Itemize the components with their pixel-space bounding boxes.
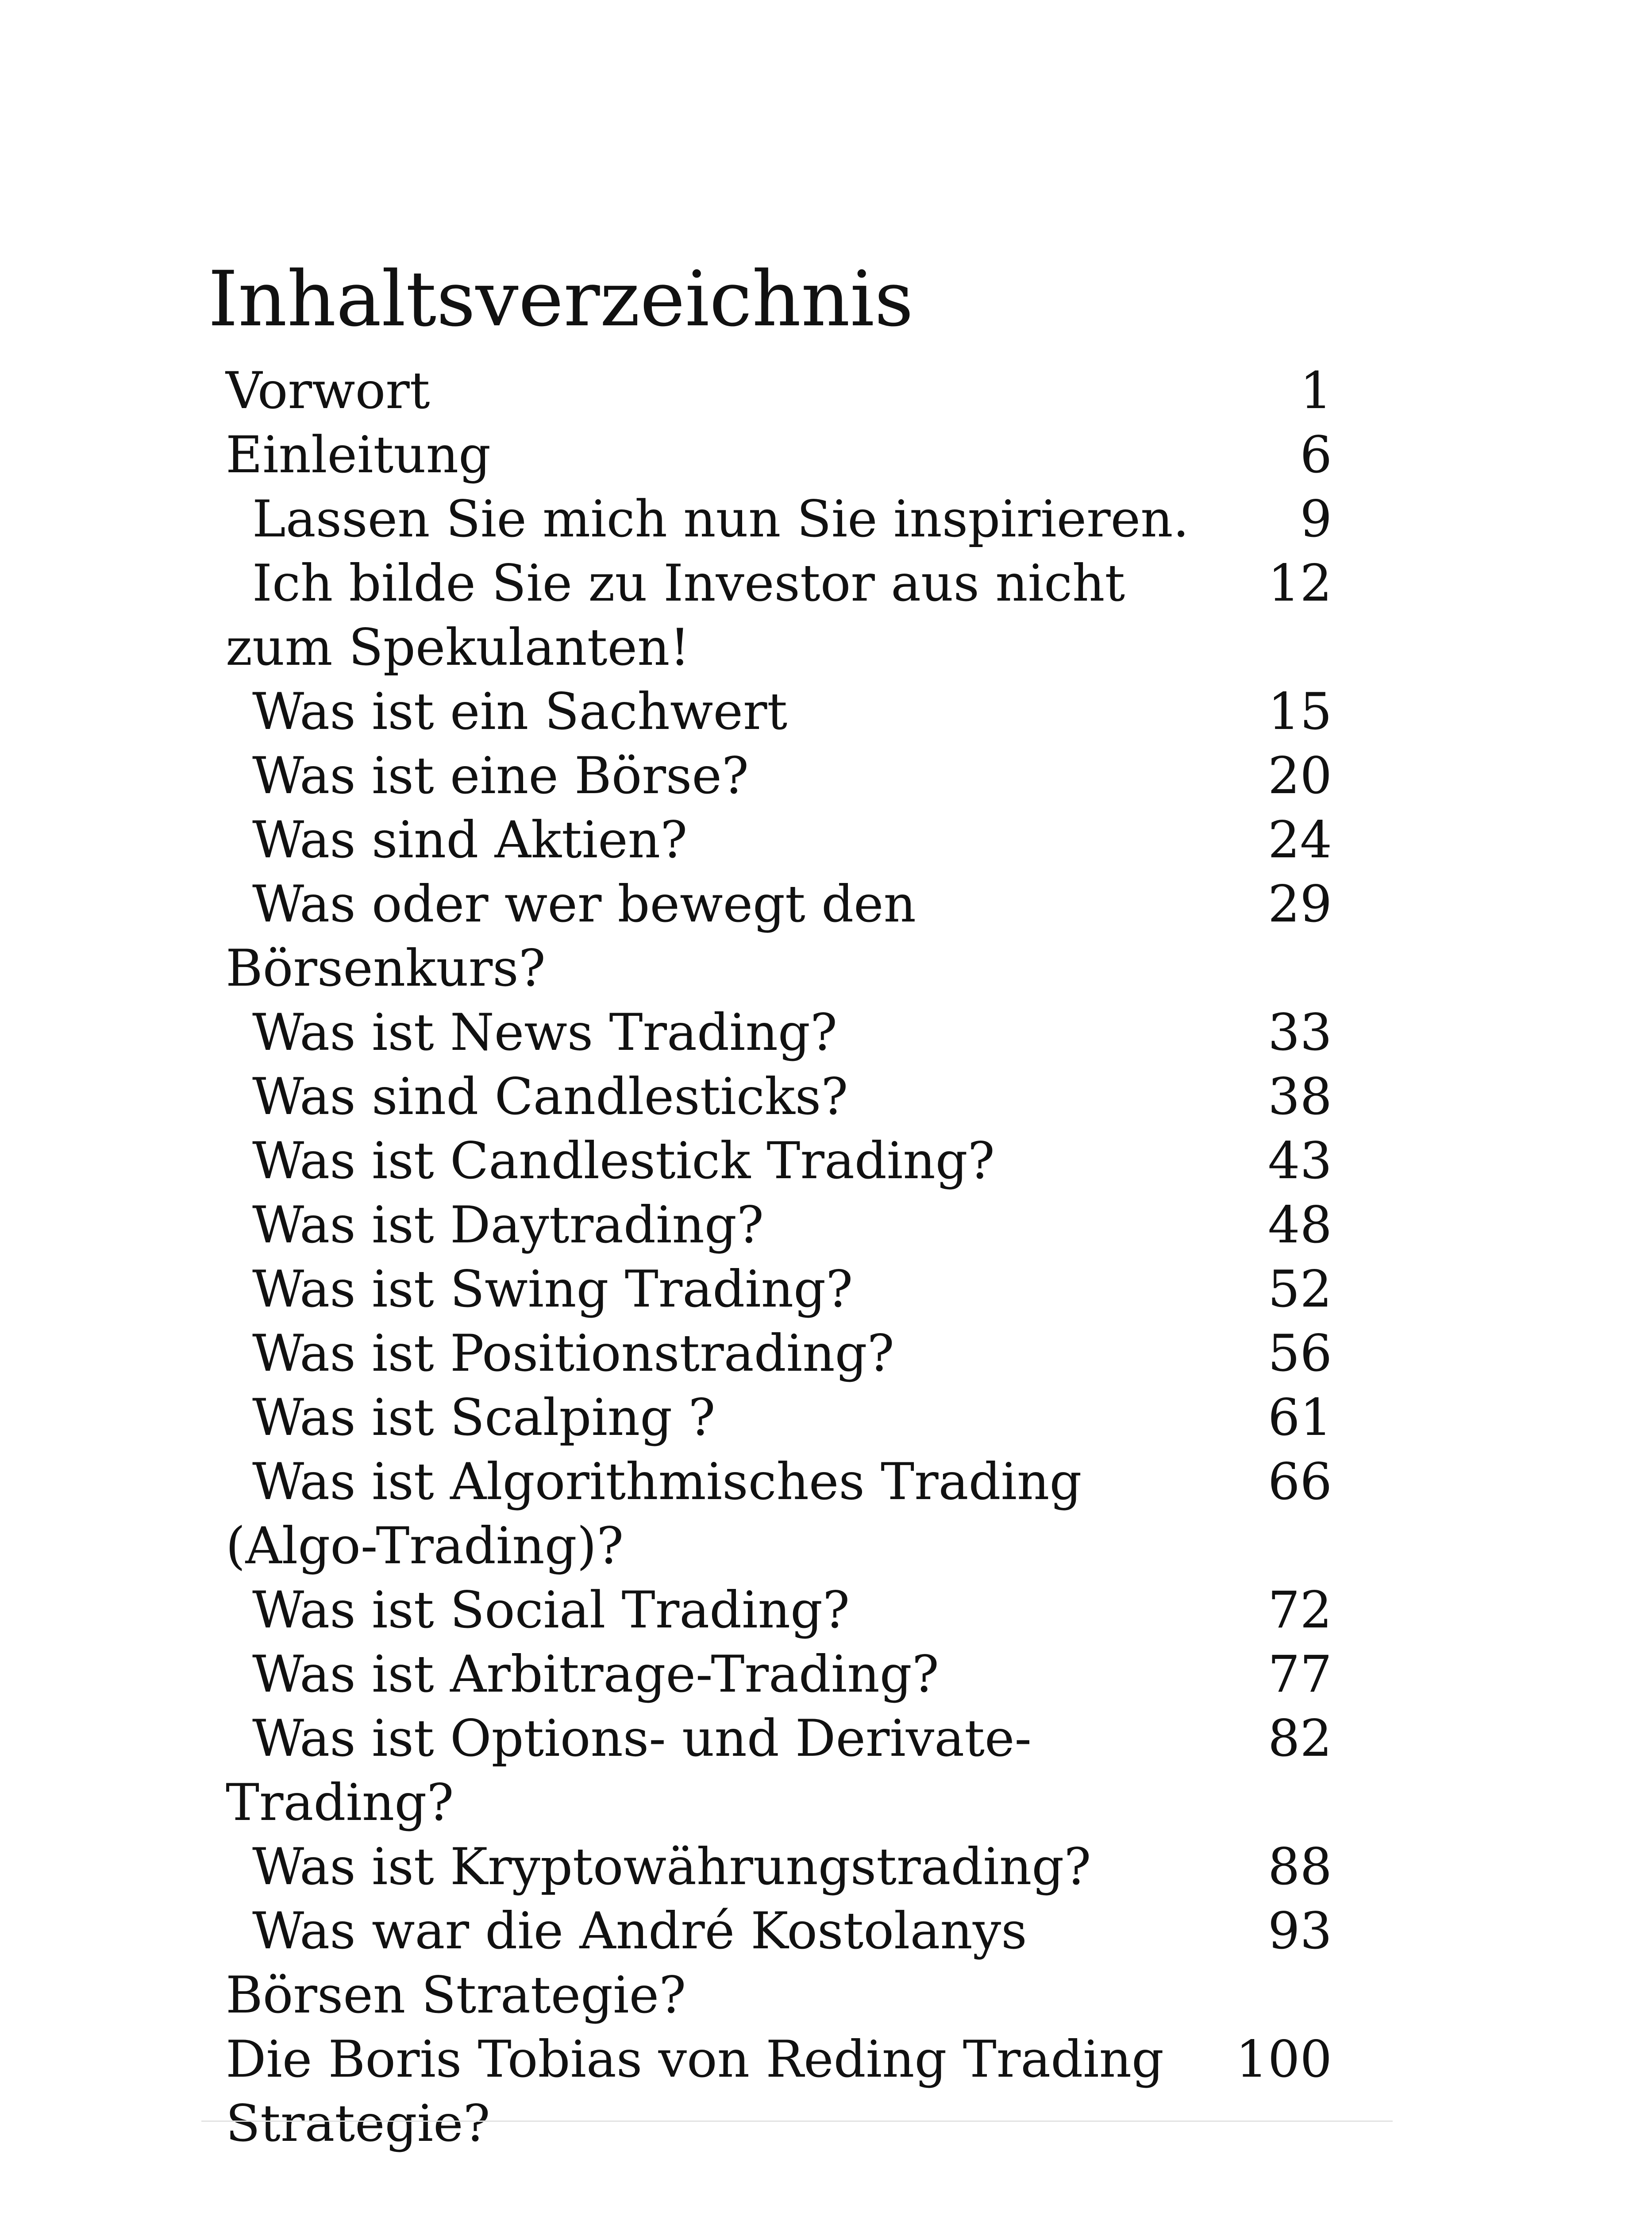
toc-entry-title: Was ist Arbitrage-Trading? <box>252 1645 939 1704</box>
toc-entry-page-number: 61 <box>1267 1388 1332 1447</box>
toc-entry[interactable] <box>226 1257 1332 1321</box>
toc-entry-title: Was ist News Trading? <box>252 1003 837 1062</box>
toc-entry-page-number: 9 <box>1300 490 1332 548</box>
toc-entry-title: Was sind Candlesticks? <box>252 1067 848 1126</box>
toc-entry-title: Was ist Scalping ? <box>252 1388 716 1447</box>
toc-entry[interactable] <box>226 1193 1332 1257</box>
toc-entry[interactable] <box>226 551 1332 679</box>
toc-entry-title: Was ist Kryptowährungstrading? <box>252 1837 1091 1896</box>
toc-entry-page-number: 56 <box>1267 1324 1332 1383</box>
toc-entry-page-number: 43 <box>1267 1131 1332 1190</box>
toc-entry-title: Was ist Social Trading? <box>252 1581 850 1639</box>
toc-entry[interactable] <box>226 487 1332 551</box>
toc-entry[interactable] <box>226 1321 1332 1385</box>
toc-entry-title: Was ist Daytrading? <box>252 1195 764 1254</box>
toc-entry[interactable] <box>226 872 1332 1000</box>
toc-entry[interactable] <box>226 359 1332 423</box>
toc-entry-title: Ich bilde Sie zu Investor aus nicht zum Spekulanten! <box>226 554 1125 677</box>
toc-entry[interactable] <box>226 1706 1332 1835</box>
toc-entry[interactable] <box>226 1578 1332 1642</box>
toc-entry-title: Einleitung <box>226 425 491 484</box>
toc-entry-page-number: 82 <box>1267 1709 1332 1768</box>
toc-entry-page-number: 20 <box>1267 746 1332 805</box>
toc-entry-title: Was ist Positionstrading? <box>252 1324 894 1383</box>
toc-entry-page-number: 66 <box>1267 1452 1332 1511</box>
toc-entry[interactable] <box>226 1129 1332 1193</box>
toc-entry[interactable] <box>226 744 1332 808</box>
toc-entry-page-number: 72 <box>1267 1581 1332 1639</box>
toc-entry-title: Was ist Candlestick Trading? <box>252 1131 995 1190</box>
toc-entry[interactable] <box>226 1899 1332 2027</box>
toc-entry-page-number: 1 <box>1300 361 1332 420</box>
toc-entry-page-number: 29 <box>1267 875 1332 933</box>
toc-entry-title: Die Boris Tobias von Reding Trading Strategie? <box>226 2030 1164 2153</box>
toc-entry-title: Was ist Swing Trading? <box>252 1260 853 1319</box>
page-title: Inhaltsverzeichnis <box>208 254 914 343</box>
toc-entry[interactable] <box>226 1835 1332 1899</box>
toc-entry-title: Lassen Sie mich nun Sie inspirieren. <box>252 490 1189 548</box>
toc-entry-page-number: 33 <box>1267 1003 1332 1062</box>
toc-entry[interactable] <box>226 2027 1332 2155</box>
toc-entry[interactable] <box>226 1000 1332 1064</box>
toc-entry-page-number: 12 <box>1267 554 1332 613</box>
toc-entry-title: Was sind Aktien? <box>252 810 688 869</box>
toc-entry[interactable] <box>226 1642 1332 1706</box>
footer-divider <box>201 2120 1393 2122</box>
toc-entry-page-number: 100 <box>1236 2030 1332 2089</box>
toc-entry-title: Was ist ein Sachwert <box>252 682 788 741</box>
toc-entry-title: Vorwort <box>226 361 430 420</box>
toc-entry-page-number: 38 <box>1267 1067 1332 1126</box>
toc-entry-title: Was war die André Kostolanys Börsen Strategie? <box>226 1901 1027 2024</box>
toc-entry-title: Was ist eine Börse? <box>252 746 749 805</box>
toc-entry-page-number: 24 <box>1267 810 1332 869</box>
toc-entry-title: Was ist Options- und Derivate-Trading? <box>226 1709 1032 1832</box>
toc-entry-page-number: 88 <box>1267 1837 1332 1896</box>
toc-entry[interactable] <box>226 423 1332 487</box>
toc-entry-title: Was ist Algorithmisches Trading (Algo-Trading)? <box>226 1452 1082 1575</box>
toc-entry[interactable] <box>226 1064 1332 1129</box>
toc-entry-page-number: 93 <box>1267 1901 1332 1960</box>
toc-entry-page-number: 15 <box>1267 682 1332 741</box>
toc-entry-page-number: 6 <box>1300 425 1332 484</box>
toc-entry-page-number: 77 <box>1267 1645 1332 1704</box>
toc-entry[interactable] <box>226 808 1332 872</box>
toc-entry-title: Was oder wer bewegt den Börsenkurs? <box>226 875 916 998</box>
toc-entry[interactable] <box>226 1450 1332 1578</box>
toc-entry[interactable] <box>226 679 1332 744</box>
toc-entry[interactable] <box>226 1385 1332 1450</box>
toc-entry-page-number: 52 <box>1267 1260 1332 1319</box>
table-of-contents <box>226 359 1332 2155</box>
toc-entry-page-number: 48 <box>1267 1195 1332 1254</box>
